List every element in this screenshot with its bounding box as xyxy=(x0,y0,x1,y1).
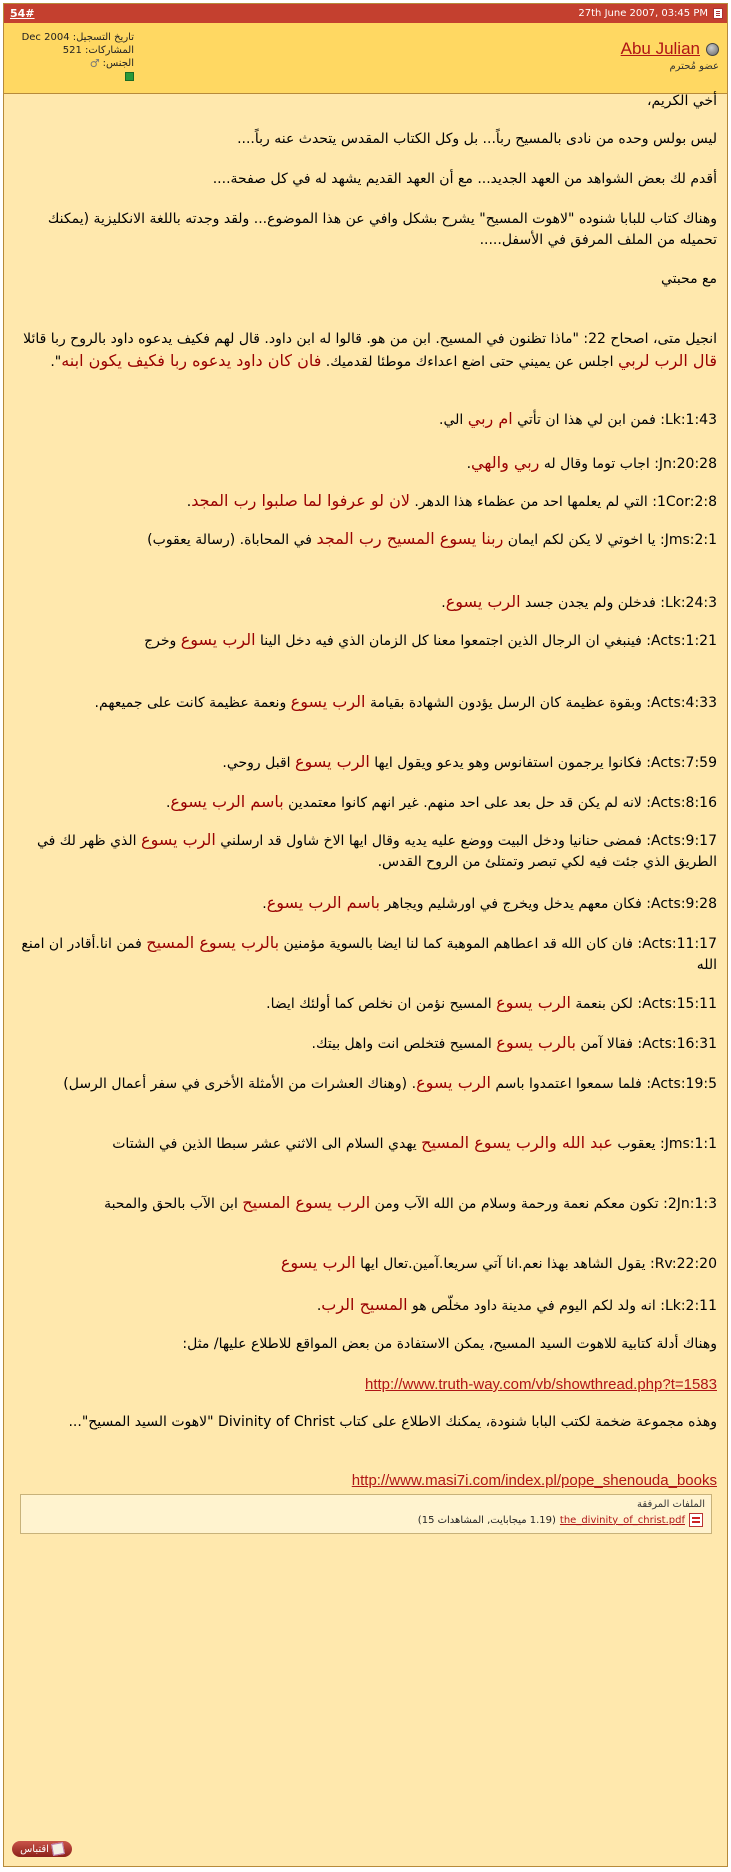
reputation-icon xyxy=(125,72,134,81)
paragraph-text: الي. xyxy=(439,412,468,428)
forum-post xyxy=(3,3,728,1867)
post-paragraph xyxy=(16,751,717,774)
post-paragraph xyxy=(16,269,717,290)
attachment-meta: (1.19 ميجابايت, المشاهدات 15) xyxy=(417,1514,556,1526)
post-paragraph xyxy=(16,1192,717,1215)
post-paragraph xyxy=(16,1072,717,1095)
post-paragraph xyxy=(16,209,717,251)
pdf-file-icon xyxy=(689,1513,703,1527)
gender-row xyxy=(10,57,134,70)
attachment-row xyxy=(418,1513,703,1527)
male-gender-icon: ♂ xyxy=(89,56,100,70)
paragraph-text: Rv:22:20: يقول الشاهد بهذا نعم.انا آتي سريعا.آمين.تعال ايها xyxy=(355,1256,717,1272)
paragraph-text: . xyxy=(186,494,192,510)
paragraph-text: Acts:9:28: فكان معهم يدخل ويخرج في اورشليم ويجاهر xyxy=(380,896,717,912)
post-paragraph xyxy=(16,408,717,431)
user-identity xyxy=(621,39,719,72)
post-paragraph xyxy=(16,91,717,112)
highlighted-text: بالرب يسوع المسيح xyxy=(146,933,280,952)
paragraph-text: Jms:2:1: يا اخوتي لا يكن لكم ايمان xyxy=(503,532,717,548)
highlighted-text: الرب يسوع xyxy=(416,1073,491,1092)
paragraph-text: Jms:1:1: يعقوب xyxy=(612,1136,717,1152)
paragraph-text: Acts:7:59: فكانوا يرجمون استفانوس وهو يدعو ويقول ايها xyxy=(369,755,717,771)
highlighted-text: فان كان داود يدعوه ربا فكيف يكون ابنه xyxy=(61,351,322,370)
post-paragraph xyxy=(16,892,717,915)
paragraph-text: Acts:1:21: فينبغي ان الرجال الذين اجتمعوا معنا كل الزمان الذي فيه دخل الينا xyxy=(255,633,717,649)
highlighted-text: باسم الرب يسوع xyxy=(170,792,284,811)
highlighted-text: لان لو عرفوا لما صلبوا رب المجد xyxy=(191,491,410,510)
paragraph-text: ليس بولس وحده من نادى بالمسيح رباً... بل وكل الكتاب المقدس يتحدث عنه رباً.... xyxy=(237,131,717,147)
paragraph-text: Acts:16:31: فقالا آمن xyxy=(575,1036,717,1052)
post-paragraph xyxy=(16,1032,717,1055)
post-paragraph xyxy=(16,1470,717,1492)
highlighted-text: الرب يسوع xyxy=(180,630,256,649)
post-paragraph xyxy=(16,629,717,652)
paragraph-text: . xyxy=(165,795,171,811)
highlighted-text: الرب يسوع xyxy=(445,592,521,611)
post-paragraph xyxy=(16,691,717,714)
paragraph-text: فمن انا.أقادر ان امنع الله xyxy=(21,936,717,973)
paragraph-text: Acts:15:11: لكن بنعمة xyxy=(570,996,717,1012)
highlighted-text: الرب يسوع xyxy=(295,752,370,771)
post-paragraph xyxy=(16,1252,717,1275)
post-paragraph xyxy=(16,1374,717,1396)
paragraph-text: 2Jn:1:3: تكون معكم نعمة ورحمة وسلام من الله الآب ومن xyxy=(370,1196,717,1212)
post-number-link[interactable]: 54# xyxy=(10,7,35,20)
paragraph-text: وهناك أدلة كتابية للاهوت السيد المسيح، يمكن الاستفادة من بعض المواقع للاطلاع عليها/ مثل: xyxy=(182,1336,717,1352)
user-stats xyxy=(10,31,134,85)
post-icon xyxy=(713,8,723,19)
highlighted-text: عبد الله والرب يسوع المسيح xyxy=(421,1133,613,1152)
highlighted-text: ربي والهي xyxy=(471,453,540,472)
highlighted-text: ام ربي xyxy=(467,409,513,428)
paragraph-text: Acts:4:33: وبقوة عظيمة كان الرسل يؤدون الشهادة بقيامة xyxy=(365,695,717,711)
paragraph-text: المسيح نؤمن ان نخلص كما أولئك ايضا. xyxy=(266,996,497,1012)
post-paragraph xyxy=(16,329,717,373)
post-paragraph xyxy=(16,1412,717,1433)
paragraph-text: أخي الكريم، xyxy=(646,93,717,109)
url-link[interactable]: http://www.masi7i.com/index.pl/pope_shenouda_books xyxy=(351,1472,717,1489)
paragraph-text: Acts:8:16: لانه لم يكن قد حل بعد على احد منهم. غير انهم كانوا معتمدين xyxy=(283,795,717,811)
post-paragraph xyxy=(16,452,717,475)
post-header-bar xyxy=(4,4,727,23)
quote-button-label: اقتباس xyxy=(20,1843,49,1855)
paragraph-text: Acts:11:17: فان كان الله قد اعطاهم الموهبة كما لنا ايضا بالسوية مؤمنين xyxy=(279,936,717,952)
post-paragraph xyxy=(16,490,717,513)
highlighted-text: الرب يسوع المسيح xyxy=(242,1193,371,1212)
paragraph-text: وخرج xyxy=(144,633,181,649)
user-info-bar xyxy=(4,23,727,94)
attachments-box xyxy=(20,1494,712,1534)
post-paragraph xyxy=(16,992,717,1015)
highlighted-text: الرب يسوع xyxy=(290,692,366,711)
paragraph-text: يهدي السلام الى الاثني عشر سبطا الذين في الشتات xyxy=(112,1136,422,1152)
paragraph-text: ". xyxy=(50,354,62,370)
paragraph-text: 1Cor:2:8: التي لم يعلمها احد من عظماء هذا الدهر. xyxy=(409,494,717,510)
paragraph-text: Acts:9:17: فمضى حنانيا ودخل البيت ووضع عليه يديه وقال ايها الاخ شاول قد ارسلني xyxy=(215,833,717,849)
paragraph-text: Acts:19:5: فلما سمعوا اعتمدوا باسم xyxy=(490,1076,717,1092)
highlighted-text: الرب يسوع xyxy=(141,830,216,849)
paragraph-text: . xyxy=(441,595,446,611)
paragraph-text: Lk:1:43: فمن ابن لي هذا ان تأتي xyxy=(512,412,717,428)
offline-status-icon xyxy=(706,43,719,56)
paragraph-text: وهناك كتاب للبابا شنوده "لاهوت المسيح" يشرح بشكل وافي عن هذا الموضوع... ولقد وجدته باللغة الانكليزية (يمكنك تحميله من الملف المرفق في الأسفل..... xyxy=(47,211,717,248)
post-paragraph xyxy=(16,591,717,614)
user-title: عضو مُحترم xyxy=(669,61,719,72)
paragraph-text: Jn:20:28: اجاب توما وقال له xyxy=(539,456,717,472)
highlighted-text: قال الرب لربي xyxy=(617,351,717,370)
post-paragraph xyxy=(16,1132,717,1155)
paragraph-text: مع محبتي xyxy=(660,271,717,287)
highlighted-text: بالرب يسوع xyxy=(496,1033,576,1052)
post-paragraph xyxy=(16,1294,717,1317)
post-date: 27th June 2007, 03:45 PM xyxy=(578,8,708,19)
paragraph-text: أقدم لك بعض الشواهد من العهد الجديد... مع أن العهد القديم يشهد له في كل صفحة.... xyxy=(212,171,717,187)
post-count: المشاركات: 521 xyxy=(62,45,134,56)
highlighted-text: الرب يسوع xyxy=(496,993,571,1012)
paragraph-text: ونعمة عظيمة كانت على جميعهم. xyxy=(94,695,291,711)
quote-button[interactable] xyxy=(12,1841,72,1857)
gender-label: الجنس: xyxy=(102,58,134,69)
paragraph-text: اقبل روحي. xyxy=(222,755,295,771)
paragraph-text: . xyxy=(466,456,472,472)
paragraph-text: . xyxy=(262,896,267,912)
paragraph-text: المسيح فتخلص انت واهل بيتك. xyxy=(311,1036,497,1052)
url-link[interactable]: http://www.truth-way.com/vb/showthread.php?t=1583 xyxy=(365,1376,717,1393)
highlighted-text: الرب يسوع xyxy=(280,1253,356,1272)
post-paragraph xyxy=(16,791,717,814)
post-paragraph xyxy=(16,829,717,873)
highlighted-text: ربنا يسوع المسيح رب المجد xyxy=(316,529,504,548)
post-paragraph xyxy=(16,1334,717,1355)
post-paragraph xyxy=(16,129,717,150)
highlighted-text: المسيح الرب xyxy=(321,1295,408,1314)
paragraph-text: Lk:2:11: انه ولد لكم اليوم في مدينة داود مخلّص هو xyxy=(407,1298,717,1314)
paragraph-text: ابن الآب بالحق والمحبة xyxy=(104,1196,243,1212)
post-paragraph xyxy=(16,932,717,976)
attachments-legend: الملفات المرفقة xyxy=(637,1499,705,1510)
username-link[interactable]: Abu Julian xyxy=(620,39,700,58)
paragraph-text: وهذه مجموعة ضخمة لكتب البابا شنودة، يمكنك الاطلاع على كتاب Divinity of Christ "لاهوت السيد المسيح"... xyxy=(68,1414,717,1430)
highlighted-text: باسم الرب يسوع xyxy=(266,893,380,912)
paragraph-text: في المحاباة. (رسالة يعقوب) xyxy=(147,532,317,548)
post-paragraph xyxy=(16,528,717,551)
attachment-file-link[interactable]: the_divinity_of_christ.pdf xyxy=(559,1514,685,1526)
paragraph-text: . (وهناك العشرات من الأمثلة الأخرى في سفر أعمال الرسل) xyxy=(63,1076,417,1092)
paragraph-text: Lk:24:3: فدخلن ولم يجدن جسد xyxy=(520,595,717,611)
quote-icon xyxy=(51,1842,65,1856)
paragraph-text: اجلس عن يميني حتى اضع اعداءك موطئا لقدميك. xyxy=(321,354,618,370)
join-date: تاريخ التسجيل: Dec 2004 xyxy=(21,32,134,43)
paragraph-text: انجيل متى، اصحاح 22: "ماذا تظنون في المسيح. ابن من هو. قالوا له ابن داود. قال لهم فكيف يدعوه داود بالروح ربا قائلا xyxy=(23,331,717,347)
post-paragraph xyxy=(16,169,717,190)
paragraph-text: . xyxy=(316,1298,322,1314)
paragraph-text: الذي ظهر لك في الطريق الذي جئت فيه لكي تبصر وتمتلئ من الروح القدس. xyxy=(37,833,717,870)
